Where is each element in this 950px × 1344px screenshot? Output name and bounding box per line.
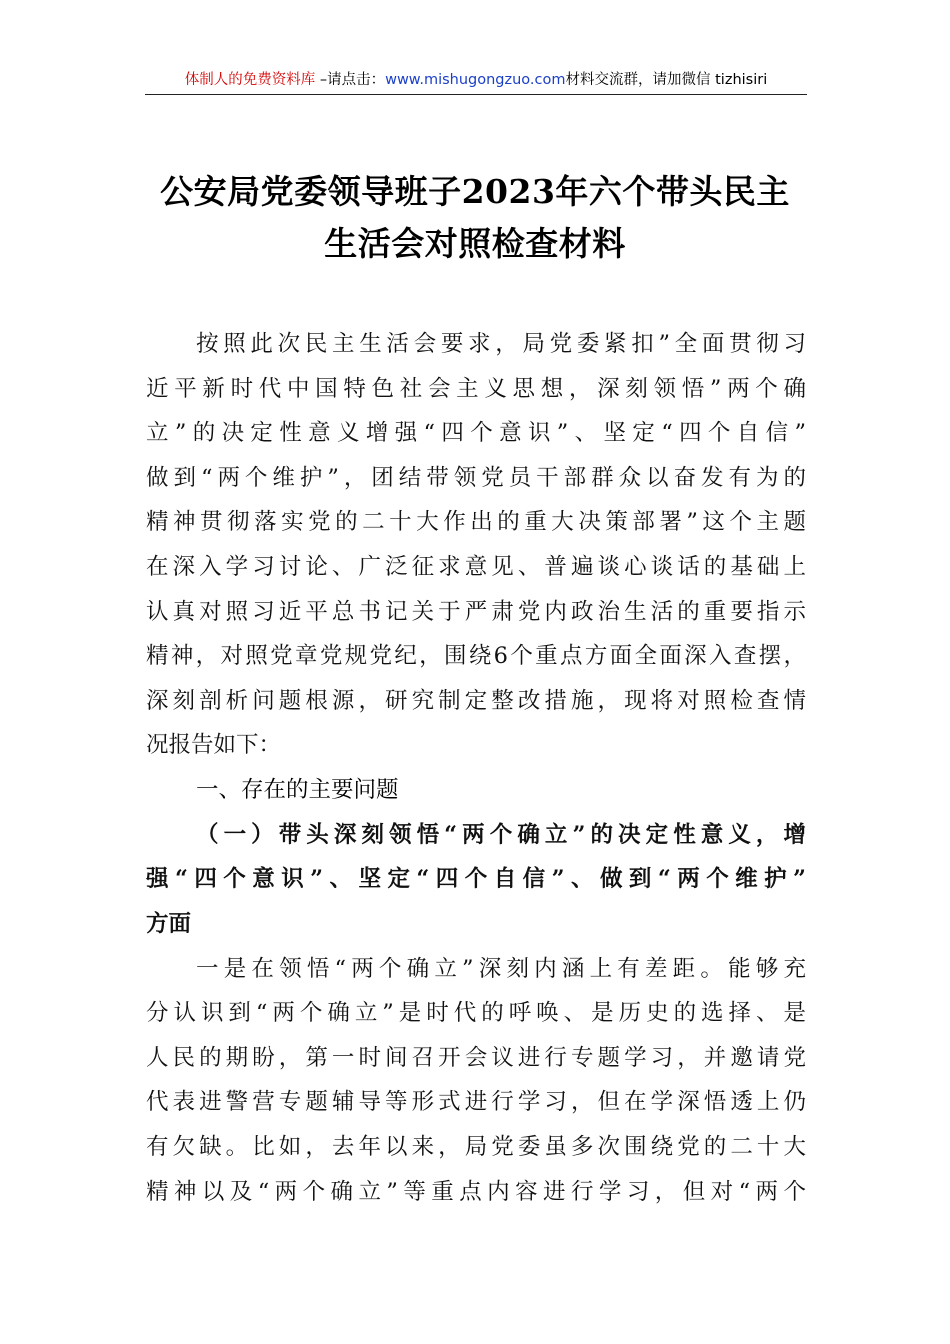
point-1-line-1: 一是在领悟“两个确立”深刻内涵上有差距。能够充: [196, 956, 806, 982]
intro-line-7: 认真对照习近平总书记关于严肃党内政治生活的重要指示: [146, 599, 806, 625]
intro-line-6: 在深入学习讨论、广泛征求意见、普遍谈心谈话的基础上: [146, 554, 806, 580]
intro-line-5: 精神贯彻落实党的二十大作出的重大决策部署”这个主题: [146, 509, 806, 535]
intro-line-9: 深刻剖析问题根源，研究制定整改措施，现将对照检查情: [146, 688, 806, 714]
section-heading-problems: 一、存在的主要问题: [196, 777, 399, 803]
point-1-line-5: 有欠缺。比如，去年以来，局党委虽多次围绕党的二十大: [146, 1134, 806, 1160]
intro-line-3: 立”的决定性意义增强“四个意识”、坚定“四个自信”: [146, 420, 806, 446]
subheading-1-line-3: 方面: [146, 911, 192, 937]
subheading-1-line-2: 强“四个意识”、坚定“四个自信”、做到“两个维护”: [146, 866, 806, 892]
header-brand-link[interactable]: 体制人的免费资料库: [184, 72, 316, 88]
intro-line-1: 按照此次民主生活会要求，局党委紧扣”全面贯彻习: [196, 331, 806, 357]
header-prompt: –请点击：: [315, 72, 386, 88]
point-1-line-4: 代表进警营专题辅导等形式进行学习，但在学深悟透上仍: [146, 1089, 806, 1115]
document-title-line-1: 公安局党委领导班子2023年六个带头民主: [160, 172, 790, 211]
document-title-line-2: 生活会对照检查材料: [324, 224, 626, 263]
point-1-line-6: 精神以及“两个确立”等重点内容进行学习，但对“两个: [146, 1179, 806, 1205]
point-1-line-2: 分认识到“两个确立”是时代的呼唤、是历史的选择、是: [146, 1000, 806, 1026]
point-1-line-3: 人民的期盼，第一时间召开会议进行专题学习，并邀请党: [146, 1045, 806, 1071]
intro-line-10: 况报告如下：: [146, 732, 282, 758]
page-header: [145, 66, 807, 95]
header-contact-text: 材料交流群，请加微信 tizhisiri: [565, 72, 768, 88]
intro-line-8: 精神，对照党章党规党纪，围绕6个重点方面全面深入查摆，: [146, 643, 806, 669]
header-url-link[interactable]: www.mishugongzuo.com: [385, 72, 566, 88]
intro-line-2: 近平新时代中国特色社会主义思想，深刻领悟”两个确: [146, 376, 806, 402]
intro-line-4: 做到“两个维护”，团结带领党员干部群众以奋发有为的: [146, 465, 806, 491]
subheading-1-line-1: （一）带头深刻领悟“两个确立”的决定性意义，增: [196, 822, 806, 848]
